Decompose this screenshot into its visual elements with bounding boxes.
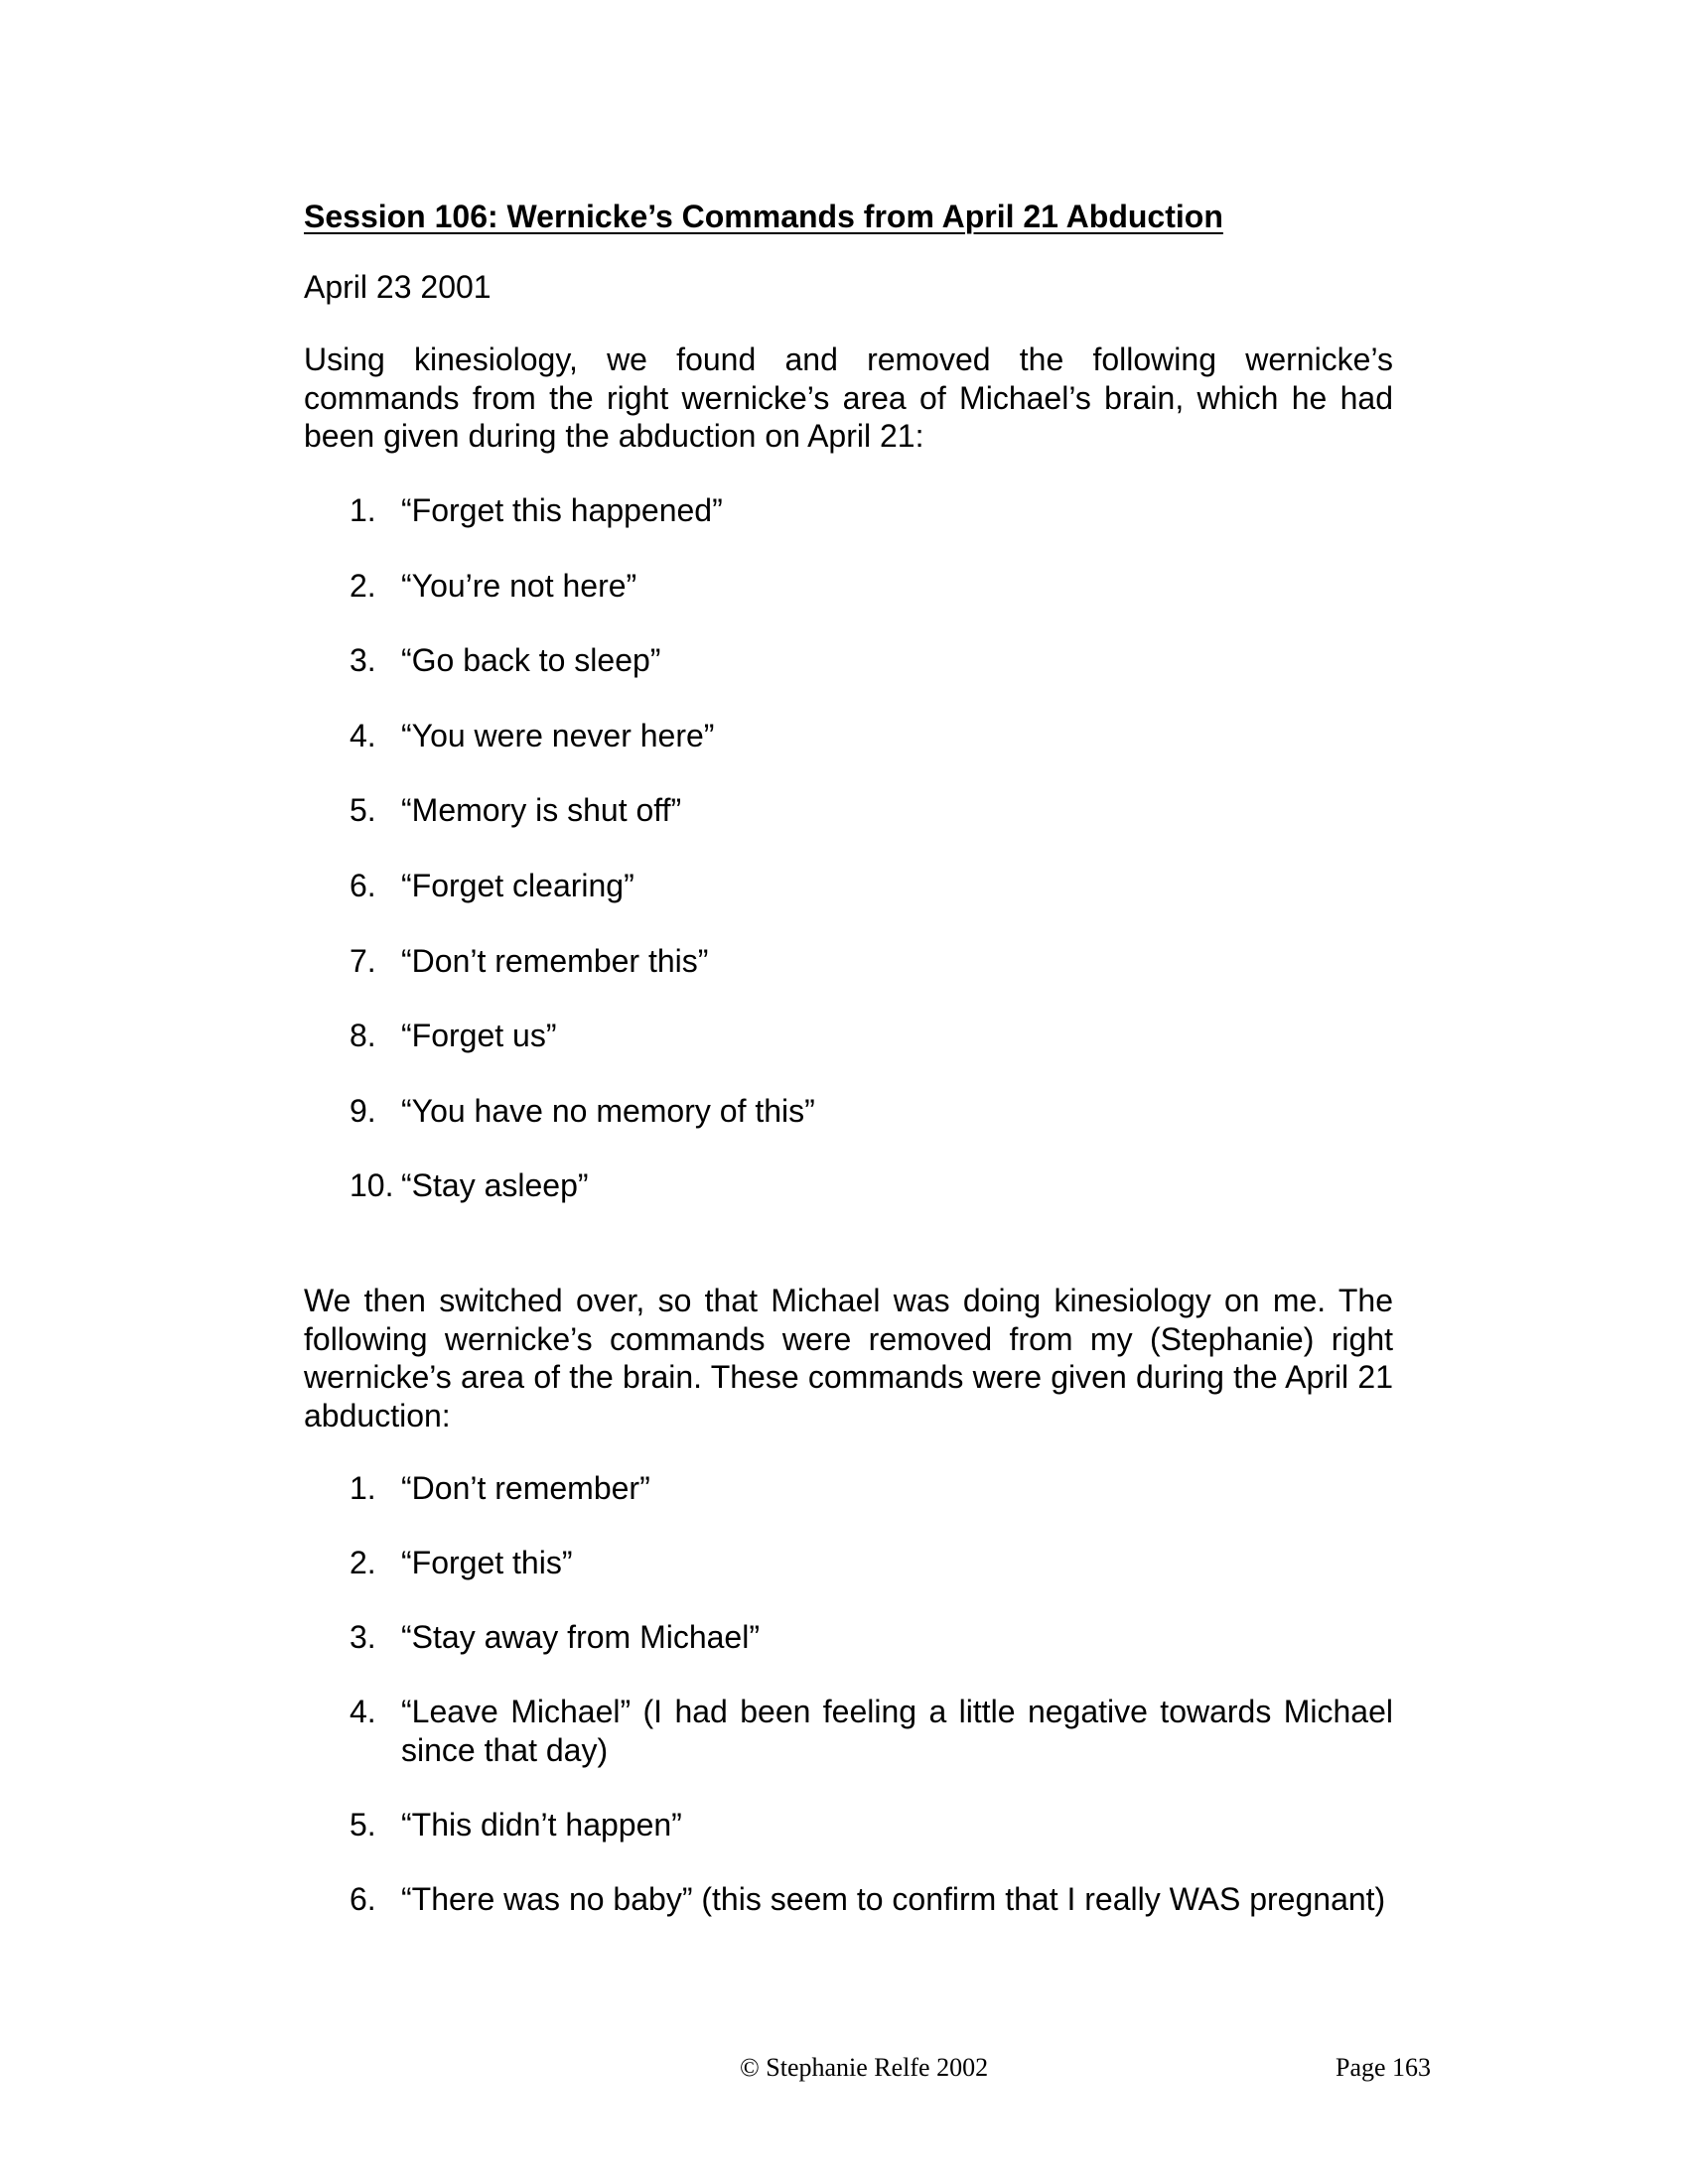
list-item-number: 3. [350, 642, 376, 679]
list-item-text: “There was no baby” (this seem to confirm that I really WAS pregnant) [401, 1880, 1386, 1917]
session-title: Session 106: Wernicke’s Commands from April 21 Abduction [304, 199, 1223, 234]
list-item-text: “This didn’t happen” [401, 1806, 682, 1843]
list-item [350, 1544, 1393, 1582]
list-item-number: 8. [350, 1018, 376, 1054]
list-item-text: “Don’t remember this” [401, 942, 709, 979]
session-date: April 23 2001 [304, 269, 492, 305]
list-item-number: 10. [350, 1167, 394, 1204]
list-item-text: “Forget clearing” [401, 867, 634, 903]
list-item [350, 1618, 1393, 1657]
list-item-text: “You have no memory of this” [401, 1092, 815, 1129]
list-item-text: “Stay asleep” [401, 1167, 589, 1204]
list-item-text: “Leave Michael” (I had been feeling a little negative towards Michael since that day) [401, 1694, 1393, 1768]
list-item-text: “Forget this happened” [401, 492, 723, 528]
list-item [350, 1469, 1393, 1508]
list-item-number: 5. [350, 792, 376, 829]
list-item-number: 9. [350, 1092, 376, 1129]
intro-paragraph: Using kinesiology, we found and removed the following wernicke’s commands from the right wernicke’s area of Michael’s brain, which he had been given during the abduction on April 21: [304, 341, 1393, 454]
list-item [350, 1693, 1393, 1769]
list-item-text: “Memory is shut off” [401, 792, 682, 829]
list-item-text: “You were never here” [401, 717, 715, 753]
list-item [350, 1880, 1393, 1919]
list-item [350, 717, 1393, 792]
michael-commands-list [350, 491, 1393, 1242]
list-item-number: 2. [350, 1545, 376, 1580]
list-item [350, 791, 1393, 867]
list-item-number: 3. [350, 1619, 376, 1655]
list-item-number: 7. [350, 942, 376, 979]
list-item-text: “Forget us” [401, 1018, 557, 1054]
list-item-number: 1. [350, 492, 376, 528]
list-item-text: “Go back to sleep” [401, 642, 661, 679]
list-item-text: “Stay away from Michael” [401, 1619, 760, 1655]
list-item [350, 1017, 1393, 1092]
list-item [350, 491, 1393, 567]
list-item [350, 567, 1393, 642]
list-item-number: 4. [350, 717, 376, 753]
list-item [350, 1092, 1393, 1167]
list-item [350, 1806, 1393, 1844]
list-item-number: 2. [350, 567, 376, 604]
stephanie-commands-list [350, 1469, 1393, 1955]
list-item-number: 5. [350, 1806, 376, 1843]
list-item-number: 4. [350, 1694, 376, 1729]
list-item-text: “Don’t remember” [401, 1470, 650, 1506]
list-item-text: “You’re not here” [401, 567, 637, 604]
list-item-text: “Forget this” [401, 1545, 573, 1580]
list-item-number: 1. [350, 1470, 376, 1506]
list-item [350, 1166, 1393, 1242]
list-item-number: 6. [350, 867, 376, 903]
list-item-number: 6. [350, 1880, 376, 1917]
list-item [350, 867, 1393, 942]
footer-page-number: Page 163 [1336, 2053, 1432, 2082]
switch-paragraph: We then switched over, so that Michael was doing kinesiology on me. The following wernicke’s commands were removed from my (Stephanie) right wernicke’s area of the brain. These commands were given during the April 21 abduction: [304, 1283, 1393, 1433]
list-item [350, 942, 1393, 1018]
footer-copyright: © Stephanie Relfe 2002 [740, 2053, 989, 2082]
list-item [350, 641, 1393, 717]
